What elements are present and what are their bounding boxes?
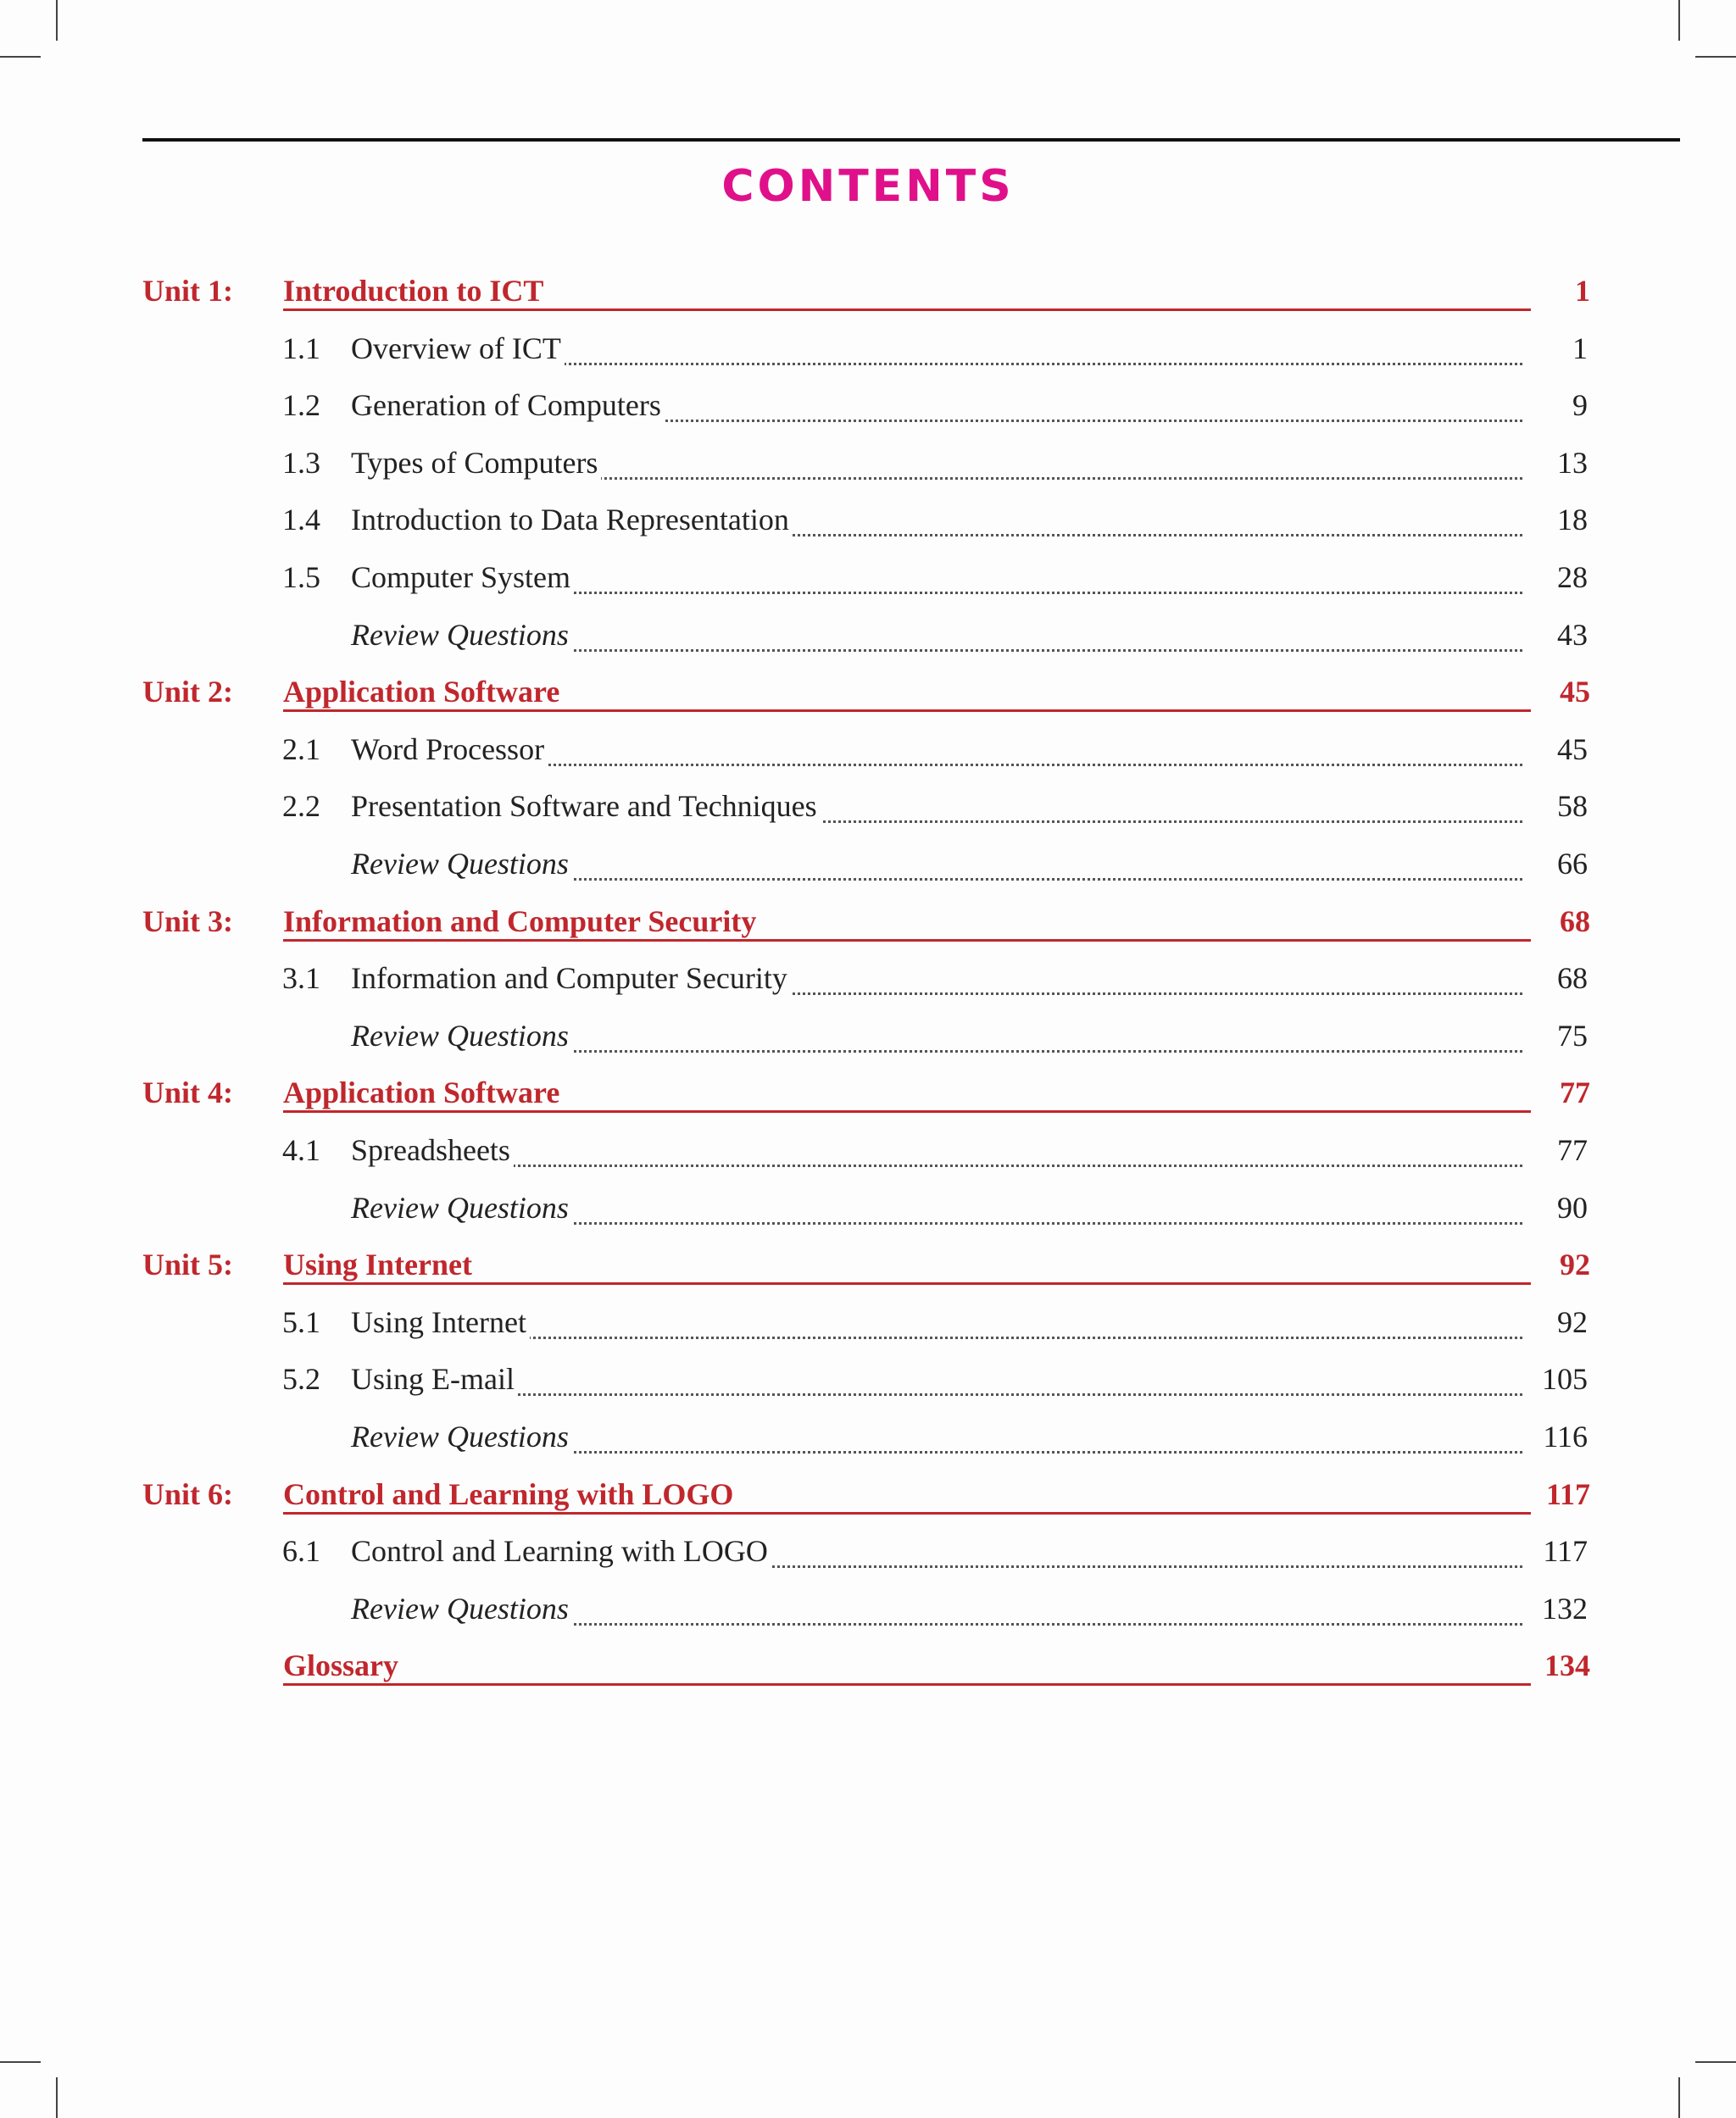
section-title: Spreadsheets [351,1132,514,1168]
leader-line [283,1683,1531,1686]
crop-mark [56,0,58,41]
crop-mark [1695,56,1736,58]
section-number: 1.1 [282,331,320,365]
section-page-number: 66 [1557,847,1588,881]
section-page-number: 75 [1557,1019,1588,1053]
page-title: CONTENTS [721,161,1015,212]
toc-unit-row[interactable] [0,1247,1736,1294]
review-questions-title: Review Questions [351,617,572,653]
unit-title: Using Internet [283,1247,481,1282]
toc-review-row[interactable] [0,1018,1736,1065]
unit-title: Glossary [283,1648,407,1683]
unit-page-number: 68 [1560,904,1590,938]
toc-section-row[interactable] [0,1304,1736,1352]
section-page-number: 68 [1557,961,1588,995]
unit-label: Unit 5: [142,1248,233,1281]
section-title: Information and Computer Security [351,960,791,996]
unit-label: Unit 3: [142,904,233,938]
toc-review-row[interactable] [0,1190,1736,1237]
crop-mark [1695,2061,1736,2063]
leader-line [283,939,1531,942]
unit-page-number: 45 [1560,675,1590,709]
section-number: 1.5 [282,560,320,594]
section-number: 2.1 [282,732,320,766]
top-rule [142,138,1680,142]
section-number: 2.2 [282,789,320,823]
review-questions-title: Review Questions [351,1018,572,1053]
section-number: 1.2 [282,388,320,422]
section-title: Using Internet [351,1304,530,1340]
section-title: Using E-mail [351,1361,518,1397]
section-page-number: 116 [1543,1420,1588,1454]
unit-title: Application Software [283,674,568,709]
crop-mark [0,56,41,58]
section-title: Word Processor [351,731,548,767]
unit-title: Application Software [283,1075,568,1110]
section-title: Presentation Software and Techniques [351,788,821,824]
unit-page-number: 92 [1560,1248,1590,1281]
section-title: Types of Computers [351,445,601,481]
section-page-number: 9 [1572,388,1588,422]
section-page-number: 13 [1557,446,1588,480]
crop-mark [1678,2077,1680,2118]
section-title: Generation of Computers [351,387,665,423]
section-page-number: 117 [1543,1534,1588,1568]
toc-review-row[interactable] [0,846,1736,893]
toc-section-row[interactable] [0,1361,1736,1409]
leader-line [283,1282,1531,1285]
section-number: 5.2 [282,1362,320,1396]
unit-label: Unit 4: [142,1076,233,1109]
toc-section-row[interactable] [0,387,1736,435]
section-page-number: 90 [1557,1191,1588,1225]
section-page-number: 1 [1572,331,1588,365]
toc-section-row[interactable] [0,502,1736,549]
toc-section-row[interactable] [0,445,1736,492]
section-number: 4.1 [282,1133,320,1167]
section-page-number: 77 [1557,1133,1588,1167]
unit-title: Introduction to ICT [283,273,552,309]
section-page-number: 105 [1542,1362,1588,1396]
unit-page-number: 1 [1575,274,1590,308]
toc-section-row[interactable] [0,960,1736,1008]
review-questions-title: Review Questions [351,1591,572,1626]
section-number: 5.1 [282,1305,320,1339]
section-number: 1.4 [282,503,320,536]
leader-line [283,1512,1531,1515]
section-number: 1.3 [282,446,320,480]
toc-unit-row[interactable] [0,273,1736,320]
section-title: Control and Learning with LOGO [351,1533,771,1569]
section-page-number: 58 [1557,789,1588,823]
toc-section-row[interactable] [0,1132,1736,1180]
unit-label: Unit 1: [142,274,233,308]
toc-section-row[interactable] [0,731,1736,779]
section-number: 6.1 [282,1534,320,1568]
toc-unit-row[interactable] [0,903,1736,951]
section-page-number: 43 [1557,618,1588,652]
toc-review-row[interactable] [0,1591,1736,1638]
leader-line [283,309,1531,311]
section-page-number: 132 [1542,1592,1588,1626]
toc-section-row[interactable] [0,559,1736,607]
unit-title: Information and Computer Security [283,903,765,939]
section-number: 3.1 [282,961,320,995]
leader-line [283,709,1531,712]
review-questions-title: Review Questions [351,846,572,881]
dot-leader [351,1165,1522,1167]
toc-unit-row[interactable] [0,1476,1736,1524]
toc-section-row[interactable] [0,1533,1736,1581]
unit-label: Unit 2: [142,675,233,709]
toc-unit-row[interactable] [0,1648,1736,1695]
toc-unit-row[interactable] [0,1075,1736,1122]
section-title: Overview of ICT [351,331,565,366]
dot-leader [351,1393,1522,1396]
section-page-number: 18 [1557,503,1588,536]
unit-page-number: 77 [1560,1076,1590,1109]
review-questions-title: Review Questions [351,1419,572,1454]
crop-mark [56,2077,58,2118]
unit-page-number: 117 [1545,1477,1590,1511]
toc-section-row[interactable] [0,788,1736,836]
review-questions-title: Review Questions [351,1190,572,1226]
toc-unit-row[interactable] [0,674,1736,721]
unit-label: Unit 6: [142,1477,233,1511]
section-page-number: 45 [1557,732,1588,766]
section-title: Computer System [351,559,574,595]
unit-page-number: 134 [1544,1648,1590,1682]
leader-line [283,1110,1531,1113]
toc-section-row[interactable] [0,331,1736,378]
unit-title: Control and Learning with LOGO [283,1476,742,1512]
section-title: Introduction to Data Representation [351,502,793,537]
crop-mark [1678,0,1680,41]
toc-review-row[interactable] [0,1419,1736,1466]
section-page-number: 28 [1557,560,1588,594]
crop-mark [0,2061,41,2063]
toc-review-row[interactable] [0,617,1736,664]
section-page-number: 92 [1557,1305,1588,1339]
